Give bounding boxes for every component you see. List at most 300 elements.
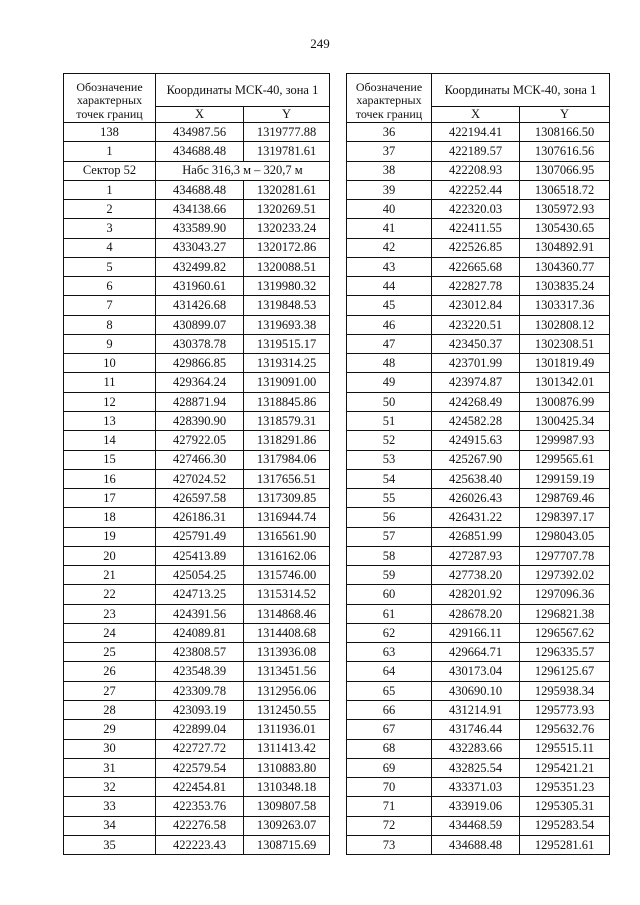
x-coordinate-cell: 422899.04 — [156, 720, 244, 739]
y-coordinate-cell: 1319515.17 — [244, 334, 330, 353]
x-coordinate-cell: 423093.19 — [156, 700, 244, 719]
point-number-cell: 64 — [347, 662, 432, 681]
y-coordinate-cell: 1303317.36 — [520, 296, 610, 315]
table-row — [64, 411, 330, 430]
table-row — [64, 700, 330, 719]
x-coordinate-cell: 427922.05 — [156, 431, 244, 450]
table-row — [64, 431, 330, 450]
y-coordinate-cell: 1319848.53 — [244, 296, 330, 315]
point-number-cell: 57 — [347, 527, 432, 546]
table-row — [347, 778, 610, 797]
point-number-cell: 48 — [347, 354, 432, 373]
x-coordinate-cell: 426597.58 — [156, 489, 244, 508]
y-coordinate-cell: 1314408.68 — [244, 623, 330, 642]
point-number-cell: 42 — [347, 238, 432, 257]
x-coordinate-cell: 429664.71 — [432, 643, 520, 662]
y-coordinate-cell: 1311413.42 — [244, 739, 330, 758]
y-coordinate-cell: 1295281.61 — [520, 835, 610, 854]
point-number-cell: 21 — [64, 566, 156, 585]
y-coordinate-cell: 1312450.55 — [244, 700, 330, 719]
y-coordinate-cell: 1309807.58 — [244, 797, 330, 816]
table-row — [64, 161, 330, 180]
y-coordinate-cell: 1318579.31 — [244, 411, 330, 430]
x-coordinate-cell: 423548.39 — [156, 662, 244, 681]
table-row — [64, 835, 330, 854]
x-coordinate-cell: 431426.68 — [156, 296, 244, 315]
y-coordinate-cell: 1295515.11 — [520, 739, 610, 758]
x-coordinate-cell: 426186.31 — [156, 508, 244, 527]
y-coordinate-cell: 1295283.54 — [520, 816, 610, 835]
x-coordinate-cell: 427466.30 — [156, 450, 244, 469]
point-number-cell: 71 — [347, 797, 432, 816]
y-coordinate-cell: 1320088.51 — [244, 257, 330, 276]
y-coordinate-cell: 1319980.32 — [244, 277, 330, 296]
table-row — [64, 778, 330, 797]
table-row — [347, 392, 610, 411]
x-coordinate-cell: 427024.52 — [156, 469, 244, 488]
point-number-cell: 3 — [64, 219, 156, 238]
x-coordinate-cell: 431960.61 — [156, 277, 244, 296]
point-number-cell: 4 — [64, 238, 156, 257]
x-coordinate-cell: 422411.55 — [432, 219, 520, 238]
y-coordinate-cell: 1315314.52 — [244, 585, 330, 604]
x-coordinate-cell: 422276.58 — [156, 816, 244, 835]
point-number-cell: 39 — [347, 180, 432, 199]
y-coordinate-cell: 1319777.88 — [244, 123, 330, 142]
y-coordinate-cell: 1309263.07 — [244, 816, 330, 835]
table-row — [347, 219, 610, 238]
point-number-cell: 32 — [64, 778, 156, 797]
point-number-cell: 9 — [64, 334, 156, 353]
point-number-cell: 30 — [64, 739, 156, 758]
table-row — [347, 835, 610, 854]
point-number-cell: 6 — [64, 277, 156, 296]
point-number-cell: 58 — [347, 546, 432, 565]
table-row — [347, 739, 610, 758]
x-coordinate-cell: 428201.92 — [432, 585, 520, 604]
x-coordinate-cell: 431214.91 — [432, 700, 520, 719]
y-coordinate-cell: 1316944.74 — [244, 508, 330, 527]
table-row — [347, 681, 610, 700]
point-number-cell: 1 — [64, 180, 156, 199]
y-coordinate-cell: 1316561.90 — [244, 527, 330, 546]
x-coordinate-cell: 422194.41 — [432, 123, 520, 142]
point-number-cell: 43 — [347, 257, 432, 276]
y-coordinate-cell: 1295773.93 — [520, 700, 610, 719]
table-row — [347, 180, 610, 199]
table-row — [64, 758, 330, 777]
table-row — [64, 681, 330, 700]
point-number-cell: 8 — [64, 315, 156, 334]
table-row — [347, 200, 610, 219]
x-coordinate-cell: 422353.76 — [156, 797, 244, 816]
table-row — [64, 643, 330, 662]
y-coordinate-cell: 1320233.24 — [244, 219, 330, 238]
point-number-cell: 68 — [347, 739, 432, 758]
table-row — [64, 200, 330, 219]
y-coordinate-cell: 1302808.12 — [520, 315, 610, 334]
table-row — [64, 392, 330, 411]
point-number-cell: 53 — [347, 450, 432, 469]
x-coordinate-cell: 424391.56 — [156, 604, 244, 623]
coord-system-header: Координаты МСК-40, зона 1 — [432, 74, 610, 107]
y-coordinate-cell: 1303835.24 — [520, 277, 610, 296]
table-row — [347, 277, 610, 296]
point-number-cell: 35 — [64, 835, 156, 854]
point-number-cell: 56 — [347, 508, 432, 527]
point-number-cell: 20 — [64, 546, 156, 565]
x-coordinate-cell: 422189.57 — [432, 142, 520, 161]
x-coordinate-cell: 423701.99 — [432, 354, 520, 373]
y-coordinate-cell: 1319781.61 — [244, 142, 330, 161]
y-coordinate-cell: 1302308.51 — [520, 334, 610, 353]
table-row — [347, 296, 610, 315]
table-row — [347, 604, 610, 623]
table-row — [347, 373, 610, 392]
x-coordinate-cell: 424268.49 — [432, 392, 520, 411]
x-coordinate-cell: 430690.10 — [432, 681, 520, 700]
table-row — [347, 508, 610, 527]
y-coordinate-cell: 1317309.85 — [244, 489, 330, 508]
point-number-cell: 28 — [64, 700, 156, 719]
y-coordinate-cell: 1296567.62 — [520, 623, 610, 642]
y-coordinate-cell: 1308715.69 — [244, 835, 330, 854]
x-coordinate-cell: 424582.28 — [432, 411, 520, 430]
point-number-cell: 52 — [347, 431, 432, 450]
y-column-header: Y — [520, 107, 610, 123]
x-coordinate-cell: 431746.44 — [432, 720, 520, 739]
x-coordinate-cell: 425413.89 — [156, 546, 244, 565]
point-number-cell: 50 — [347, 392, 432, 411]
y-coordinate-cell: 1307066.95 — [520, 161, 610, 180]
table-row — [64, 373, 330, 392]
coordinates-table-right — [346, 73, 610, 855]
point-number-cell: 19 — [64, 527, 156, 546]
point-number-cell: 16 — [64, 469, 156, 488]
point-number-cell: 55 — [347, 489, 432, 508]
y-coordinate-cell: 1313936.08 — [244, 643, 330, 662]
x-coordinate-cell: 422252.44 — [432, 180, 520, 199]
point-number-cell: 22 — [64, 585, 156, 604]
point-number-cell: 1 — [64, 142, 156, 161]
x-coordinate-cell: 427738.20 — [432, 566, 520, 585]
y-coordinate-cell: 1320269.51 — [244, 200, 330, 219]
y-coordinate-cell: 1313451.56 — [244, 662, 330, 681]
x-coordinate-cell: 424713.25 — [156, 585, 244, 604]
point-number-cell: 37 — [347, 142, 432, 161]
y-coordinate-cell: 1295305.31 — [520, 797, 610, 816]
table-row — [64, 585, 330, 604]
point-number-cell: 15 — [64, 450, 156, 469]
x-coordinate-cell: 428390.90 — [156, 411, 244, 430]
x-coordinate-cell: 429166.11 — [432, 623, 520, 642]
point-number-cell: 27 — [64, 681, 156, 700]
y-coordinate-cell: 1310348.18 — [244, 778, 330, 797]
x-coordinate-cell: 434688.48 — [156, 142, 244, 161]
point-number-cell: 5 — [64, 257, 156, 276]
y-coordinate-cell: 1307616.56 — [520, 142, 610, 161]
x-coordinate-cell: 422727.72 — [156, 739, 244, 758]
table-row — [347, 700, 610, 719]
table-row — [347, 816, 610, 835]
x-coordinate-cell: 422208.93 — [432, 161, 520, 180]
x-coordinate-cell: 425791.49 — [156, 527, 244, 546]
y-coordinate-cell: 1305430.65 — [520, 219, 610, 238]
point-number-cell: 11 — [64, 373, 156, 392]
y-coordinate-cell: 1296125.67 — [520, 662, 610, 681]
y-coordinate-cell: 1296821.38 — [520, 604, 610, 623]
x-coordinate-cell: 427287.93 — [432, 546, 520, 565]
y-coordinate-cell: 1300876.99 — [520, 392, 610, 411]
table-row — [64, 604, 330, 623]
table-row — [64, 739, 330, 758]
point-number-cell: 2 — [64, 200, 156, 219]
table-row — [347, 623, 610, 642]
y-coordinate-cell: 1299159.19 — [520, 469, 610, 488]
point-number-cell: 33 — [64, 797, 156, 816]
y-coordinate-cell: 1319091.00 — [244, 373, 330, 392]
y-coordinate-cell: 1301342.01 — [520, 373, 610, 392]
table-row — [347, 566, 610, 585]
x-column-header: X — [432, 107, 520, 123]
y-coordinate-cell: 1316162.06 — [244, 546, 330, 565]
y-coordinate-cell: 1306518.72 — [520, 180, 610, 199]
table-row — [347, 142, 610, 161]
table-row — [347, 257, 610, 276]
y-coordinate-cell: 1319693.38 — [244, 315, 330, 334]
table-row — [347, 758, 610, 777]
table-row — [347, 797, 610, 816]
x-coordinate-cell: 424089.81 — [156, 623, 244, 642]
point-number-cell: 36 — [347, 123, 432, 142]
x-coordinate-cell: 434987.56 — [156, 123, 244, 142]
x-coordinate-cell: 422526.85 — [432, 238, 520, 257]
y-coordinate-cell: 1315746.00 — [244, 566, 330, 585]
table-row — [347, 161, 610, 180]
y-coordinate-cell: 1301819.49 — [520, 354, 610, 373]
point-number-cell: 18 — [64, 508, 156, 527]
table-row — [64, 219, 330, 238]
point-number-cell: 26 — [64, 662, 156, 681]
x-coordinate-cell: 434688.48 — [432, 835, 520, 854]
table-row — [64, 354, 330, 373]
x-coordinate-cell: 423012.84 — [432, 296, 520, 315]
point-number-cell: 59 — [347, 566, 432, 585]
x-coordinate-cell: 432283.66 — [432, 739, 520, 758]
x-coordinate-cell: 423309.78 — [156, 681, 244, 700]
point-number-cell: 73 — [347, 835, 432, 854]
table-row — [347, 546, 610, 565]
y-coordinate-cell: 1295421.21 — [520, 758, 610, 777]
y-coordinate-cell: 1295632.76 — [520, 720, 610, 739]
x-coordinate-cell: 425267.90 — [432, 450, 520, 469]
x-coordinate-cell: 430378.78 — [156, 334, 244, 353]
table-row — [64, 720, 330, 739]
y-coordinate-cell: 1304360.77 — [520, 257, 610, 276]
y-column-header: Y — [244, 107, 330, 123]
x-coordinate-cell: 423220.51 — [432, 315, 520, 334]
table-row — [347, 469, 610, 488]
y-coordinate-cell: 1310883.80 — [244, 758, 330, 777]
x-coordinate-cell: 432825.54 — [432, 758, 520, 777]
x-coordinate-cell: 433371.03 — [432, 778, 520, 797]
x-coordinate-cell: 422320.03 — [432, 200, 520, 219]
x-coordinate-cell: 429364.24 — [156, 373, 244, 392]
table-row — [64, 797, 330, 816]
x-coordinate-cell: 424915.63 — [432, 431, 520, 450]
x-coordinate-cell: 430899.07 — [156, 315, 244, 334]
table-row — [347, 238, 610, 257]
table-row — [64, 469, 330, 488]
table-row — [347, 334, 610, 353]
point-number-cell: 23 — [64, 604, 156, 623]
table-row — [347, 720, 610, 739]
table-row — [64, 566, 330, 585]
point-number-cell: 25 — [64, 643, 156, 662]
y-coordinate-cell: 1308166.50 — [520, 123, 610, 142]
y-coordinate-cell: 1305972.93 — [520, 200, 610, 219]
x-coordinate-cell: 428871.94 — [156, 392, 244, 411]
y-coordinate-cell: 1296335.57 — [520, 643, 610, 662]
designation-header: Обозначение характерных точек границ — [64, 74, 156, 123]
table-row — [64, 123, 330, 142]
point-number-cell: 24 — [64, 623, 156, 642]
x-coordinate-cell: 423808.57 — [156, 643, 244, 662]
table-row — [64, 527, 330, 546]
y-coordinate-cell: 1318291.86 — [244, 431, 330, 450]
y-coordinate-cell: 1311936.01 — [244, 720, 330, 739]
point-number-cell: 38 — [347, 161, 432, 180]
designation-header: Обозначение характерных точек границ — [347, 74, 432, 123]
y-coordinate-cell: 1298397.17 — [520, 508, 610, 527]
table-row — [64, 180, 330, 199]
x-coordinate-cell: 433043.27 — [156, 238, 244, 257]
y-coordinate-cell: 1317984.06 — [244, 450, 330, 469]
table-row — [64, 546, 330, 565]
point-number-cell: 60 — [347, 585, 432, 604]
x-coordinate-cell: 422827.78 — [432, 277, 520, 296]
table-row — [64, 816, 330, 835]
table-row — [347, 585, 610, 604]
y-coordinate-cell: 1297096.36 — [520, 585, 610, 604]
point-number-cell: 40 — [347, 200, 432, 219]
point-number-cell: 54 — [347, 469, 432, 488]
table-row — [347, 527, 610, 546]
point-number-cell: 51 — [347, 411, 432, 430]
y-coordinate-cell: 1317656.51 — [244, 469, 330, 488]
x-coordinate-cell: 426026.43 — [432, 489, 520, 508]
point-number-cell: 69 — [347, 758, 432, 777]
y-coordinate-cell: 1295938.34 — [520, 681, 610, 700]
y-coordinate-cell: 1297392.02 — [520, 566, 610, 585]
y-coordinate-cell: 1312956.06 — [244, 681, 330, 700]
y-coordinate-cell: 1298043.05 — [520, 527, 610, 546]
y-coordinate-cell: 1320281.61 — [244, 180, 330, 199]
x-coordinate-cell: 433919.06 — [432, 797, 520, 816]
table-row — [347, 489, 610, 508]
point-number-cell: 72 — [347, 816, 432, 835]
y-coordinate-cell: 1298769.46 — [520, 489, 610, 508]
table-row — [347, 450, 610, 469]
point-number-cell: 66 — [347, 700, 432, 719]
x-coordinate-cell: 423974.87 — [432, 373, 520, 392]
point-number-cell: 29 — [64, 720, 156, 739]
point-number-cell: 31 — [64, 758, 156, 777]
x-coordinate-cell: 434688.48 — [156, 180, 244, 199]
y-coordinate-cell: 1304892.91 — [520, 238, 610, 257]
point-number-cell: 12 — [64, 392, 156, 411]
y-coordinate-cell: 1297707.78 — [520, 546, 610, 565]
table-row — [347, 643, 610, 662]
point-number-cell: 47 — [347, 334, 432, 353]
table-row — [64, 257, 330, 276]
coord-system-header: Координаты МСК-40, зона 1 — [156, 74, 330, 107]
table-row — [64, 508, 330, 527]
x-column-header: X — [156, 107, 244, 123]
table-row — [64, 489, 330, 508]
x-coordinate-cell: 429866.85 — [156, 354, 244, 373]
x-coordinate-cell: 422579.54 — [156, 758, 244, 777]
table-row — [64, 450, 330, 469]
x-coordinate-cell: 430173.04 — [432, 662, 520, 681]
y-coordinate-cell: 1319314.25 — [244, 354, 330, 373]
x-coordinate-cell: 433589.90 — [156, 219, 244, 238]
table-row — [347, 662, 610, 681]
x-coordinate-cell: 428678.20 — [432, 604, 520, 623]
point-number-cell: 14 — [64, 431, 156, 450]
y-coordinate-cell: 1299565.61 — [520, 450, 610, 469]
sector-range-cell: Набс 316,3 м – 320,7 м — [156, 161, 330, 180]
y-coordinate-cell: 1320172.86 — [244, 238, 330, 257]
point-number-cell: 138 — [64, 123, 156, 142]
point-number-cell: 61 — [347, 604, 432, 623]
point-number-cell: 70 — [347, 778, 432, 797]
x-coordinate-cell: 432499.82 — [156, 257, 244, 276]
table-row — [64, 662, 330, 681]
point-number-cell: 67 — [347, 720, 432, 739]
point-number-cell: 10 — [64, 354, 156, 373]
table-row — [347, 431, 610, 450]
table-row — [347, 411, 610, 430]
point-number-cell: 65 — [347, 681, 432, 700]
x-coordinate-cell: 422223.43 — [156, 835, 244, 854]
y-coordinate-cell: 1295351.23 — [520, 778, 610, 797]
point-number-cell: 17 — [64, 489, 156, 508]
point-number-cell: 62 — [347, 623, 432, 642]
point-number-cell: Сектор 52 — [64, 161, 156, 180]
page-number: 249 — [310, 36, 330, 51]
point-number-cell: 46 — [347, 315, 432, 334]
point-number-cell: 63 — [347, 643, 432, 662]
point-number-cell: 7 — [64, 296, 156, 315]
table-row — [64, 296, 330, 315]
x-coordinate-cell: 422665.68 — [432, 257, 520, 276]
y-coordinate-cell: 1300425.34 — [520, 411, 610, 430]
table-row — [347, 123, 610, 142]
table-row — [64, 142, 330, 161]
x-coordinate-cell: 426431.22 — [432, 508, 520, 527]
table-row — [347, 354, 610, 373]
x-coordinate-cell: 425638.40 — [432, 469, 520, 488]
x-coordinate-cell: 422454.81 — [156, 778, 244, 797]
table-row — [64, 277, 330, 296]
y-coordinate-cell: 1318845.86 — [244, 392, 330, 411]
point-number-cell: 49 — [347, 373, 432, 392]
x-coordinate-cell: 434138.66 — [156, 200, 244, 219]
table-row — [64, 623, 330, 642]
y-coordinate-cell: 1299987.93 — [520, 431, 610, 450]
point-number-cell: 41 — [347, 219, 432, 238]
